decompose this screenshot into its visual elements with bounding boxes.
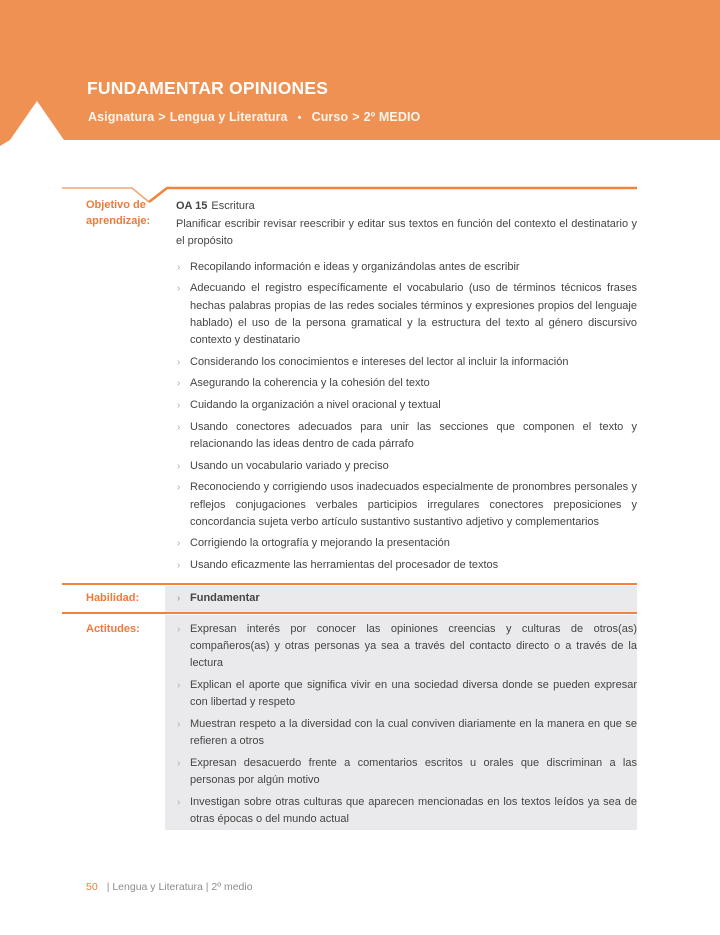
list-item-text: Usando un vocabulario variado y preciso — [190, 459, 389, 472]
list-item-text: Investigan sobre otras culturas que aparecen mencionadas en los textos leídos ya sea de otras épocas o del mundo actual — [190, 795, 637, 826]
list-item — [176, 755, 637, 789]
section-habilidad — [0, 586, 720, 612]
bullet-icon: › — [177, 719, 181, 731]
list-item-text: Expresan interés por conocer las opiniones creencias y culturas de otros(as) compañeros(as) y otras personas ya sea a través del contacto directo o a través de la lectura — [190, 623, 637, 670]
list-item — [176, 621, 637, 673]
list-item-text: Adecuando el registro específicamente el vocabulario (uso de términos técnicos frases hechas palabras propias de las redes sociales términos y expresiones propios del lenguaje hablado) el uso de la persona gramatical y la estructura del texto al género discursivo contexto y destinatario — [190, 282, 637, 346]
habilidad-bullet-list — [176, 590, 637, 607]
objetivo-bullet-list — [176, 259, 637, 575]
actitudes-content — [165, 615, 637, 830]
list-item — [176, 590, 637, 607]
bullet-icon: › — [177, 538, 181, 550]
bullet-icon: › — [177, 261, 181, 273]
bullet-icon: › — [177, 796, 181, 808]
actitudes-bullet-list — [176, 621, 637, 828]
oa-code: OA 15 — [176, 200, 208, 212]
divider-line — [62, 612, 637, 614]
list-item-text: Recopilando información e ideas y organizándolas antes de escribir — [190, 260, 520, 273]
bullet-icon: › — [177, 482, 181, 494]
habilidad-content — [165, 586, 637, 612]
breadcrumb-course-value: 2º MEDIO — [363, 110, 421, 124]
list-item-text: Fundamentar — [190, 592, 260, 604]
bullet-icon: › — [177, 283, 181, 295]
breadcrumb-arrow-icon: > — [352, 110, 360, 124]
habilidad-label: Habilidad: — [86, 592, 140, 604]
bullet-icon: › — [177, 378, 181, 390]
list-item — [176, 375, 637, 392]
list-item-text: Corrigiendo la ortografía y mejorando la presentación — [190, 537, 450, 550]
bullet-icon: › — [177, 460, 181, 472]
list-item-text: Usando conectores adecuados para unir las secciones que componen el texto y relacionando las ideas dentro de cada párrafo — [190, 420, 637, 450]
page-title: FUNDAMENTAR OPINIONES — [87, 78, 329, 98]
bullet-icon: › — [177, 560, 181, 572]
list-item-text: Usando eficazmente las herramientas del procesador de textos — [190, 559, 499, 572]
actitudes-label: Actitudes: — [86, 623, 140, 635]
bullet-icon: › — [177, 421, 181, 433]
breadcrumb-arrow-icon: > — [158, 110, 166, 124]
breadcrumb-subject-value: Lengua y Literatura — [169, 110, 288, 124]
objetivo-label: Objetivo de aprendizaje: — [86, 199, 151, 227]
breadcrumb-subject-label: Asignatura — [88, 110, 155, 124]
list-item — [176, 794, 637, 828]
list-item — [176, 397, 637, 414]
bullet-icon: › — [177, 757, 181, 769]
list-item-text: Explican el aporte que significa vivir en una sociedad diversa donde se pueden expresar con libertad y respeto — [190, 679, 637, 709]
footer-text: | Lengua y Literatura | 2º medio — [106, 881, 253, 893]
section-actitudes — [0, 615, 720, 830]
page-number: 50 — [86, 881, 98, 893]
bullet-icon: › — [177, 624, 181, 635]
oa-description: Planificar escribir revisar reescribir y editar sus textos en función del contexto el destinatario y el propósito — [176, 218, 637, 248]
breadcrumb — [88, 110, 420, 124]
list-item — [176, 259, 637, 276]
list-item — [176, 557, 637, 574]
oa-type: Escritura — [211, 200, 255, 212]
oa-heading — [176, 198, 637, 215]
list-item-text: Asegurando la coherencia y la cohesión del texto — [190, 377, 430, 390]
list-item — [176, 535, 637, 552]
divider-line — [62, 583, 637, 585]
bullet-icon: › — [177, 400, 181, 412]
list-item-text: Considerando los conocimientos e intereses del lector al incluir la información — [190, 355, 569, 368]
list-item — [176, 354, 637, 371]
list-item-text: Reconociendo y corrigiendo usos inadecuados especialmente de pronombres personales y reflejos conjugaciones verbales participios irregulares conectores preposiciones y concordancia sujeta verbo artículo sustantivo sustantivo adjetivo y complementarios — [190, 481, 637, 528]
bullet-icon: › — [177, 593, 181, 604]
breadcrumb-dot-icon: • — [297, 112, 302, 124]
list-item — [176, 677, 637, 711]
list-item — [176, 479, 637, 531]
bullet-icon: › — [177, 680, 181, 692]
breadcrumb-course-label: Curso — [311, 110, 349, 124]
section-objetivo-aprendizaje — [0, 198, 720, 579]
list-item — [176, 458, 637, 475]
list-item-text: Muestran respeto a la diversidad con la cual conviven diariamente en la manera en que se refieren a otros — [190, 718, 637, 748]
list-item — [176, 280, 637, 349]
list-item — [176, 419, 637, 453]
list-item-text: Cuidando la organización a nivel oracional y textual — [190, 399, 441, 412]
bullet-icon: › — [177, 356, 181, 368]
list-item-text: Expresan desacuerdo frente a comentarios escritos u orales que discriminan a las personas por algún motivo — [190, 756, 637, 787]
list-item — [176, 716, 637, 750]
objetivo-content — [165, 198, 637, 579]
page-footer — [86, 881, 253, 893]
